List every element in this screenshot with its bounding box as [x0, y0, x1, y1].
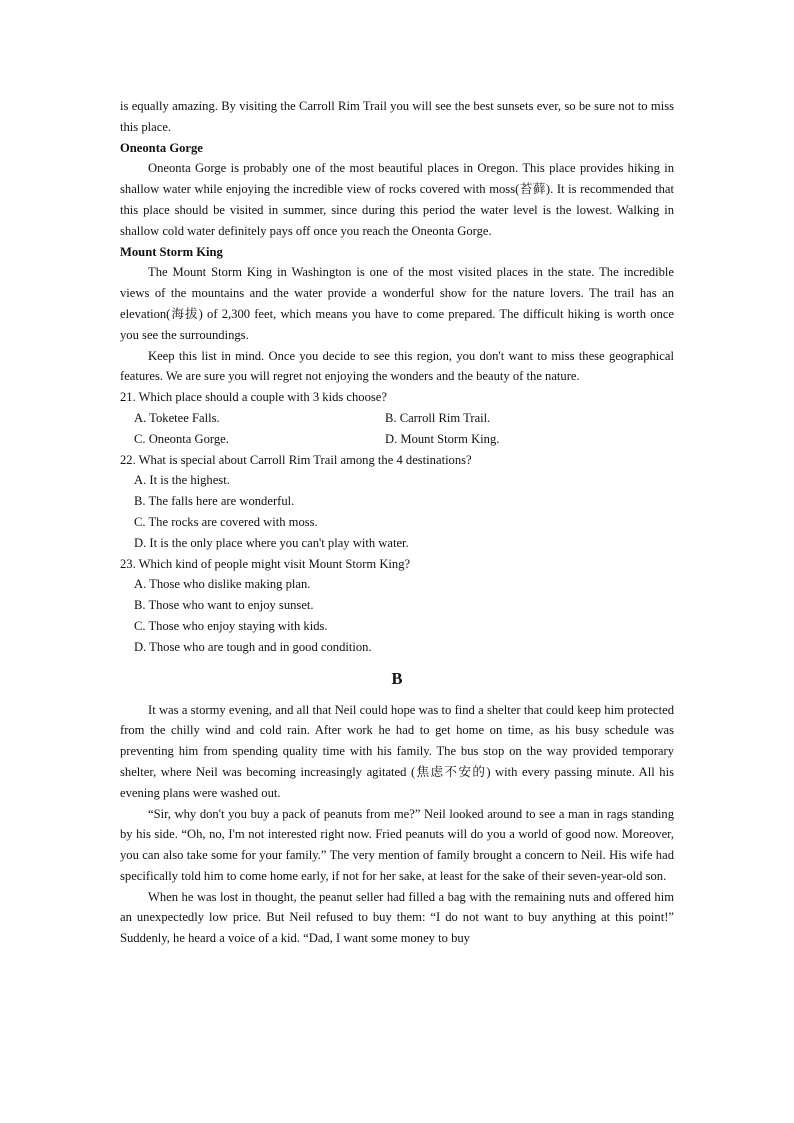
- option-a: A. It is the highest.: [134, 473, 230, 488]
- option-d: D. It is the only place where you can't play with water.: [134, 535, 409, 550]
- question-23: [120, 554, 674, 658]
- option-a: A. Those who dislike making plan.: [134, 577, 311, 592]
- passage-b-paragraph: It was a stormy evening, and all that Neil could hope was to find a shelter that could keep him protected from the chilly wind and cold rain. After work he had to get home on time, as his busy schedule was preventing him from spending quality time with his family. The bus stop on the way provided temporary shelter, where Neil was becoming increasingly agitated (焦虑不安的) with every passing minute. All his evening plans were washed out.: [120, 702, 674, 800]
- section-b-title: B: [391, 668, 403, 688]
- passage-b-paragraph: When he was lost in thought, the peanut seller had filled a bag with the remaining nuts and offered him an unexpectedly low price. But Neil refused to buy them: “I do not want to buy anything at this point!” Suddenly, he heard a voice of a kid. “Dad, I want some money to buy: [120, 889, 674, 946]
- question-stem: 23. Which kind of people might visit Mount Storm King?: [120, 556, 411, 571]
- question-21: [120, 387, 674, 449]
- option-d: D. Those who are tough and in good condition.: [134, 639, 372, 654]
- question-stem: 22. What is special about Carroll Rim Trail among the 4 destinations?: [120, 452, 472, 467]
- passage-b-paragraph: “Sir, why don't you buy a pack of peanuts from me?” Neil looked around to see a man in rags standing by his side. “Oh, no, I'm not interested right now. Fried peanuts will do you a world of good now. Moreover, you can also take some for your family.” The very mention of family brought a concern to Neil. His wife had specifically told him to come home early, if not for her sake, at least for the sake of their seven-year-old son.: [120, 806, 674, 883]
- option-b: B. Those who want to enjoy sunset.: [134, 598, 314, 613]
- place-heading-oneonta: Oneonta Gorge: [120, 140, 203, 155]
- intro-continuation: is equally amazing. By visiting the Carroll Rim Trail you will see the best sunsets ever, so be sure not to miss this place.: [120, 99, 674, 134]
- closing-paragraph: Keep this list in mind. Once you decide to see this region, you don't want to miss these geographical features. We are sure you will regret not enjoying the wonders and the beauty of the nature.: [120, 348, 674, 384]
- place-text-oneonta: Oneonta Gorge is probably one of the most beautiful places in Oregon. This place provides hiking in shallow water while enjoying the incredible view of rocks covered with moss(苔藓). It is recommended that this place should be visited in summer, since during this period the water level is the lowest. Walking in shallow cold water definitely pays off once you reach the Oneonta Gorge.: [120, 161, 674, 238]
- option-d: D. Mount Storm King.: [385, 431, 500, 446]
- option-b: B. The falls here are wonderful.: [134, 494, 295, 509]
- option-c: C. Oneonta Gorge.: [134, 431, 229, 446]
- option-a: A. Toketee Falls.: [134, 410, 220, 425]
- place-text-storm-king: The Mount Storm King in Washington is one of the most visited places in the state. The incredible views of the mountains and the water provide a wonderful show for the nature lovers. The trail has an elevation(海拔) of 2,300 feet, which means you have to come prepared. The difficult hiking is worth once you see the surroundings.: [120, 265, 674, 342]
- option-c: C. Those who enjoy staying with kids.: [134, 618, 328, 633]
- question-22: [120, 450, 674, 554]
- option-b: B. Carroll Rim Trail.: [385, 410, 491, 425]
- place-heading-storm-king: Mount Storm King: [120, 244, 223, 259]
- option-c: C. The rocks are covered with moss.: [134, 514, 318, 529]
- question-stem: 21. Which place should a couple with 3 kids choose?: [120, 390, 387, 405]
- exam-page: [120, 96, 674, 949]
